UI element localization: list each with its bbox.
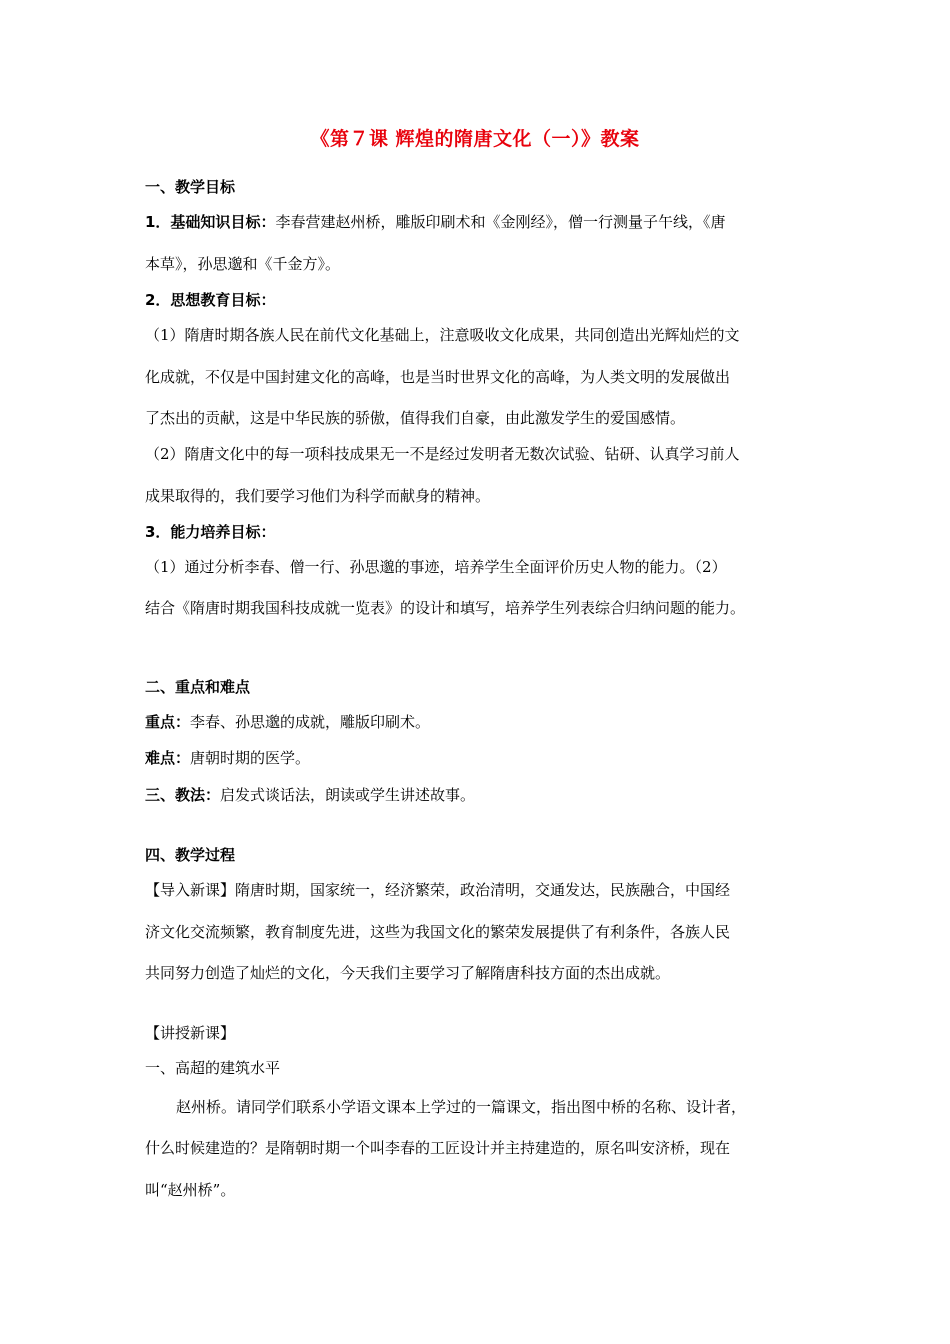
subsection-heading-architecture: 一、高超的建筑水平 bbox=[145, 1059, 281, 1077]
key-point-label: 重点： bbox=[145, 713, 191, 731]
section-heading-process: 四、教学过程 bbox=[145, 846, 236, 864]
intro-paragraph: 共同努力创造了灿烂的文化，今天我们主要学习了解隋唐科技方面的杰出成就。 bbox=[145, 964, 671, 982]
goal-2-paragraph-1: 了杰出的贡献，这是中华民族的骄傲，值得我们自豪，由此激发学生的爱国感情。 bbox=[145, 409, 686, 427]
section-heading-goals: 一、教学目标 bbox=[145, 178, 236, 196]
goal-2-paragraph-2: （2）隋唐文化中的每一项科技成果无一不是经过发明者无数次试验、钻研、认真学习前人 bbox=[145, 445, 740, 463]
page-title: 《第７课 辉煌的隋唐文化（一）》教案 bbox=[310, 128, 640, 150]
difficult-point bbox=[145, 748, 310, 768]
goal-3-paragraph: 结合《隋唐时期我国科技成就一览表》的设计和填写，培养学生列表综合归纳问题的能力。 bbox=[145, 599, 746, 617]
goal-2-paragraph-1: 化成就，不仅是中国封建文化的高峰，也是当时世界文化的高峰，为人类文明的发展做出 bbox=[145, 368, 731, 386]
bridge-paragraph: 什么时候建造的？是隋朝时期一个叫李春的工匠设计并主持建造的，原名叫安济桥，现在 bbox=[145, 1139, 731, 1157]
goal-1 bbox=[145, 212, 725, 232]
teaching-method-label: 三、教法： bbox=[145, 786, 221, 804]
goal-1-continued: 本草》，孙思邈和《千金方》。 bbox=[145, 255, 341, 273]
key-point-text: 李春、孙思邈的成就，雕版印刷术。 bbox=[190, 713, 431, 731]
teaching-method bbox=[145, 785, 475, 805]
goal-3-label: 3．能力培养目标： bbox=[145, 523, 276, 541]
goal-2-paragraph-1: （1）隋唐时期各族人民在前代文化基础上，注意吸收文化成果，共同创造出光辉灿烂的文 bbox=[145, 326, 740, 344]
intro-paragraph: 【导入新课】隋唐时期，国家统一，经济繁荣，政治清明，交通发达，民族融合，中国经 bbox=[145, 881, 731, 899]
bridge-paragraph: 赵州桥。请同学们联系小学语文课本上学过的一篇课文，指出图中桥的名称、设计者， bbox=[176, 1098, 747, 1116]
goal-2-paragraph-2: 成果取得的，我们要学习他们为科学而献身的精神。 bbox=[145, 487, 491, 505]
difficult-point-label: 难点： bbox=[145, 749, 191, 767]
difficult-point-text: 唐朝时期的医学。 bbox=[190, 749, 311, 767]
teaching-method-text: 启发式谈话法，朗读或学生讲述故事。 bbox=[220, 786, 476, 804]
intro-paragraph: 济文化交流频繁，教育制度先进，这些为我国文化的繁荣发展提供了有利条件，各族人民 bbox=[145, 923, 731, 941]
lecture-label: 【讲授新课】 bbox=[145, 1024, 236, 1042]
goal-1-label: 1．基础知识目标： bbox=[145, 213, 276, 231]
goal-1-text: 李春营建赵州桥，雕版印刷术和《金刚经》，僧一行测量子午线，《唐 bbox=[275, 213, 726, 231]
goal-2-label: 2．思想教育目标： bbox=[145, 291, 276, 309]
section-heading-key-points: 二、重点和难点 bbox=[145, 678, 251, 696]
bridge-paragraph: 叫“赵州桥”。 bbox=[145, 1181, 236, 1199]
goal-3-paragraph: （1）通过分析李春、僧一行、孙思邈的事迹，培养学生全面评价历史人物的能力。（2） bbox=[145, 558, 727, 576]
key-point bbox=[145, 712, 430, 732]
